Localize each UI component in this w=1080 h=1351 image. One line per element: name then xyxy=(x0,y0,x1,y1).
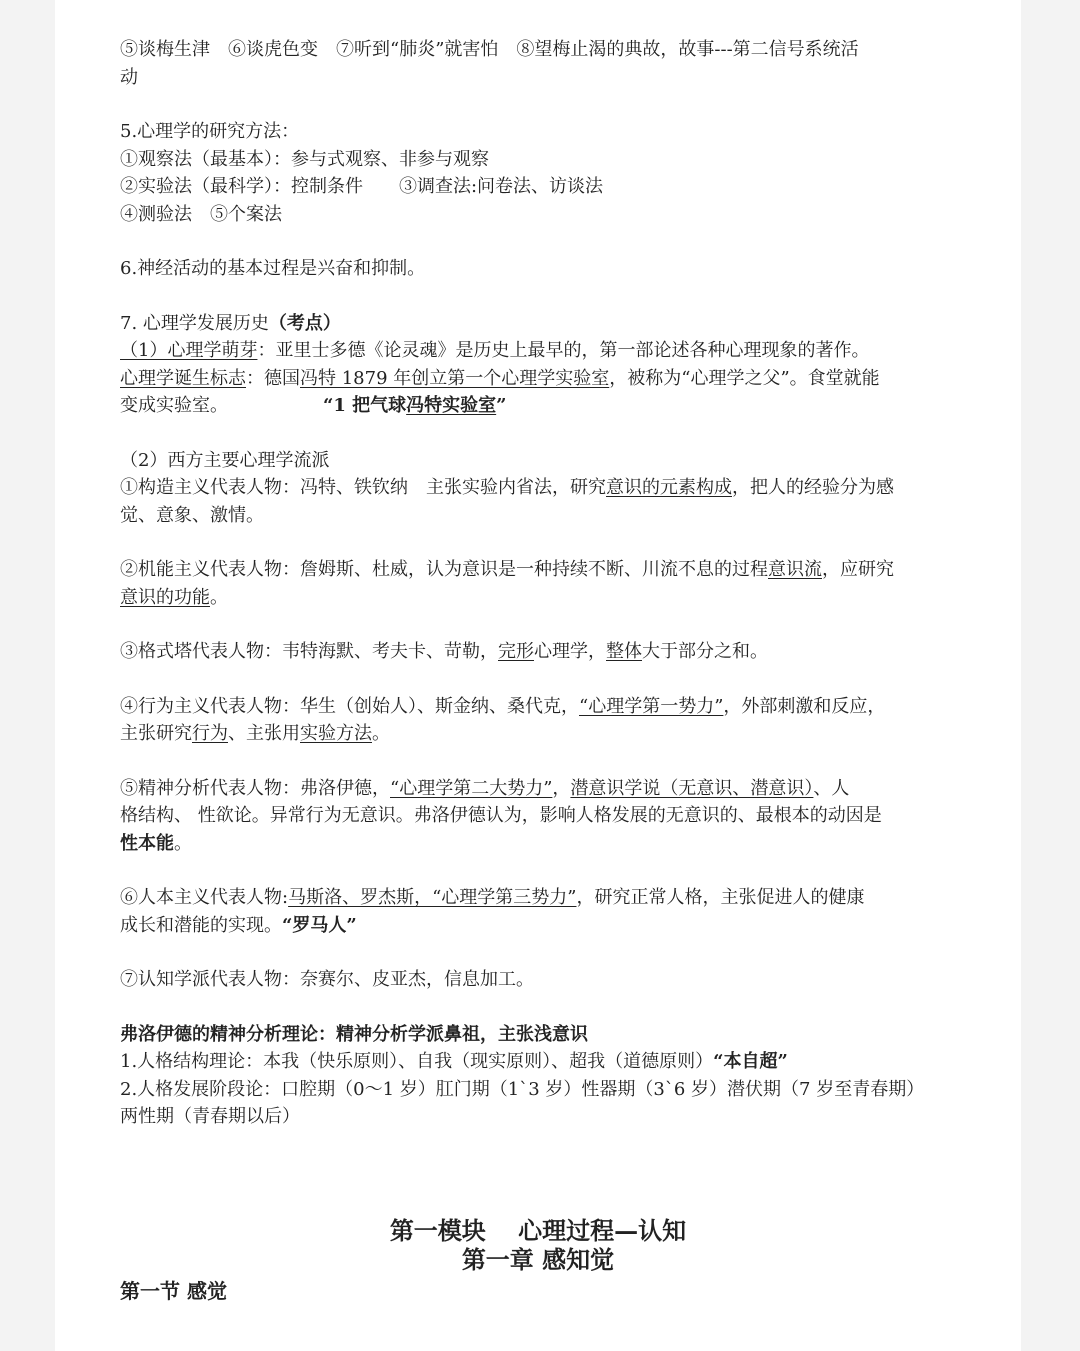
text-span: 、主张用 xyxy=(228,723,300,744)
freud-heading: 弗洛伊德的精神分析理论：精神分析学派鼻祖，主张浅意识 xyxy=(120,1023,588,1045)
underlined-term: （1）心理学萌芽 xyxy=(120,340,258,361)
document-body xyxy=(120,36,960,1131)
text-line xyxy=(120,392,960,420)
text-line xyxy=(120,693,960,721)
exam-point-label: （考点） xyxy=(268,312,341,334)
text-span: ④行为主义代表人物：华生（创始人）、斯金纳、桑代克， xyxy=(120,695,579,717)
underlined-term: 实验方法 xyxy=(300,723,372,744)
text-span: ，被称为“心理学之父”。食堂就能 xyxy=(609,367,880,389)
text-line xyxy=(120,720,960,748)
text-span: ，研究正常人格，主张促进人的健康 xyxy=(576,887,865,908)
text-line xyxy=(120,365,960,393)
bold-term: 性本能 xyxy=(120,832,174,854)
section-title: 第一节 感觉 xyxy=(120,1279,227,1303)
underlined-term: 整体 xyxy=(606,641,642,662)
underlined-term: 马斯洛、罗杰斯，“心理学第三势力” xyxy=(288,887,577,908)
chapter-title: 第一章 感知觉 xyxy=(461,1245,615,1274)
text-line: 觉、意象、激情。 xyxy=(120,504,264,526)
text-span: ，外部刺激和反应， xyxy=(723,695,886,717)
mnemonic: ” xyxy=(496,395,507,416)
text-line xyxy=(120,584,960,612)
schools-heading: （2）西方主要心理学流派 xyxy=(120,449,330,471)
underlined-term: 心理学诞生标志 xyxy=(120,367,246,389)
text-line: ④测验法 ⑤个案法 xyxy=(120,203,282,225)
text-line xyxy=(120,638,960,666)
mnemonic: “1 把气球 xyxy=(323,395,407,416)
text-line: 动 xyxy=(120,66,138,88)
text-line: ①观察法（最基本）：参与式观察、非参与观察 xyxy=(120,148,489,170)
text-line xyxy=(120,1048,960,1076)
text-line: ⑦认知学派代表人物：奈赛尔、皮亚杰，信息加工。 xyxy=(120,969,534,990)
text-span: 心理学， xyxy=(534,641,606,662)
text-span: ：亚里士多德《论灵魂》是历史上最早的，第一部论述各种心理现象的著作。 xyxy=(257,340,870,361)
underlined-term: 完形 xyxy=(498,641,534,662)
mnemonic-underlined: 冯特实验室 xyxy=(406,395,497,416)
text-line: 两性期（青春期以后） xyxy=(120,1106,300,1127)
text-span: 。 xyxy=(174,832,192,854)
text-span: ，应研究 xyxy=(822,559,894,580)
text-line: 2.人格发展阶段论：口腔期（0～1 岁）肛门期（1`3 岁）性器期（3`6 岁）潜伏期（7 岁至青春期） xyxy=(120,1078,925,1100)
text-span: 主张研究 xyxy=(120,723,192,744)
research-methods-heading: 5.心理学的研究方法： xyxy=(120,121,300,142)
text-line xyxy=(120,556,960,584)
text-line xyxy=(120,830,960,858)
text-span: 变成实验室。 xyxy=(120,395,228,416)
document-page xyxy=(55,0,1021,1351)
mnemonic: “罗马人” xyxy=(282,914,357,936)
underlined-term: 潜意识学说（无意识、潜意识） xyxy=(570,777,814,799)
text-line: 6.神经活动的基本过程是兴奋和抑制。 xyxy=(120,258,426,279)
module-title: 第一模块 心理过程—认知 xyxy=(389,1216,687,1245)
text-span: 。 xyxy=(372,723,390,744)
text-span: ⑤精神分析代表人物：弗洛伊德， xyxy=(120,777,390,799)
underlined-term: “心理学第一势力” xyxy=(579,695,724,717)
text-span: ①构造主义代表人物：冯特、铁钦纳 主张实验内省法，研究 xyxy=(120,477,606,498)
text-span: ， xyxy=(552,777,571,799)
text-span: ③格式塔代表人物：韦特海默、考夫卡、苛勒， xyxy=(120,641,498,662)
underlined-term: 意识流 xyxy=(768,559,822,580)
text-line xyxy=(120,912,960,940)
text-line: ⑤谈梅生津 ⑥谈虎色变 ⑦听到“肺炎”就害怕 ⑧望梅止渴的典故，故事---第二信号系统活 xyxy=(120,39,859,60)
underlined-term: 冯特 1879 年创立第一个心理学实验室 xyxy=(300,367,610,389)
underlined-term: 行为 xyxy=(192,723,228,744)
text-line xyxy=(120,337,960,365)
text-span: ②机能主义代表人物：詹姆斯、杜威，认为意识是一种持续不断、川流不息的过程 xyxy=(120,559,768,580)
text-line xyxy=(120,474,960,502)
text-line xyxy=(120,775,960,803)
underlined-term: 意识的功能 xyxy=(120,586,210,608)
underlined-term: 意识的元素构成 xyxy=(606,477,732,498)
text-span: ：德国 xyxy=(246,367,300,389)
text-span: 大于部分之和。 xyxy=(642,641,768,662)
underlined-term: “心理学第二大势力” xyxy=(390,777,553,799)
text-span: 。 xyxy=(210,586,228,608)
text-span: ，把人的经验分为感 xyxy=(732,477,894,498)
text-span: 成长和潜能的实现。 xyxy=(120,914,282,936)
text-span: 、人 xyxy=(813,777,850,799)
mnemonic: “本自超” xyxy=(713,1051,788,1072)
text-span: 1.人格结构理论：本我（快乐原则）、自我（现实原则）、超我（道德原则） xyxy=(120,1051,714,1072)
text-span: ⑥人本主义代表人物: xyxy=(120,887,289,908)
history-heading-text: 7. 心理学发展历史 xyxy=(120,312,269,334)
history-heading xyxy=(120,310,960,338)
text-line: ②实验法（最科学）：控制条件 ③调查法:问卷法、访谈法 xyxy=(120,176,604,197)
text-line xyxy=(120,884,960,912)
text-line: 格结构、 性欲论。异常行为无意识。弗洛伊德认为，影响人格发展的无意识的、最根本的动因是 xyxy=(120,805,882,826)
